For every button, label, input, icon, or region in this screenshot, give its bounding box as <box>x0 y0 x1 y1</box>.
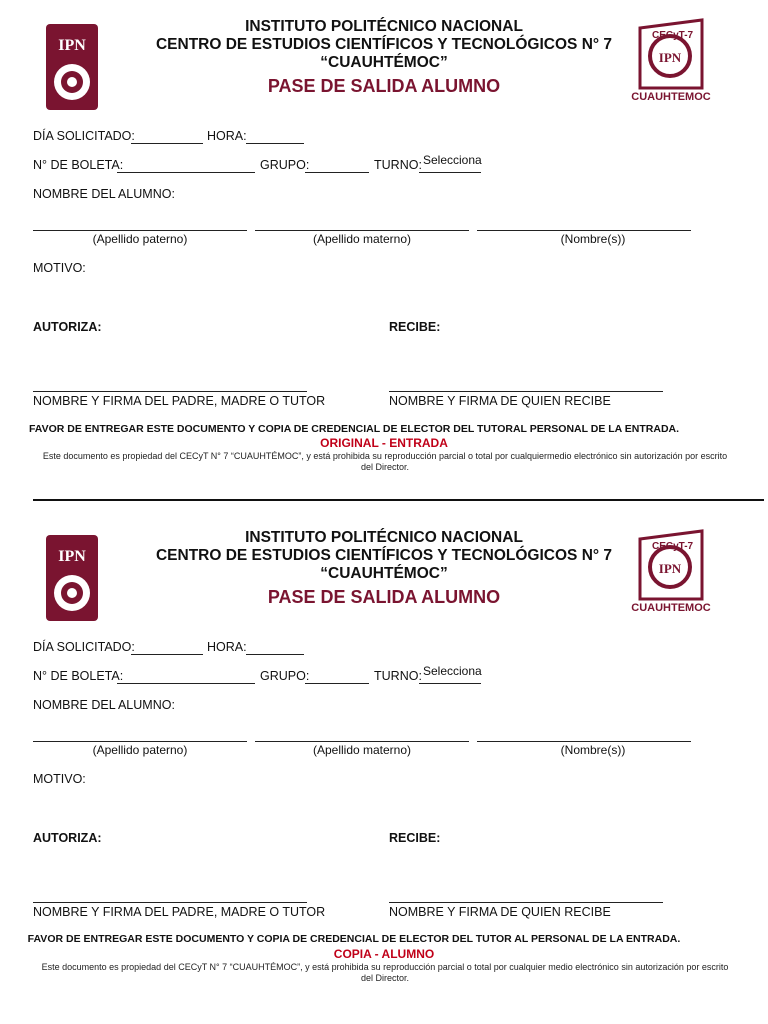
cecyt-logo-mid: IPN <box>658 50 682 65</box>
ipn-logo-text: IPN <box>58 37 86 54</box>
recibe-signature-caption: NOMBRE Y FIRMA DE QUIEN RECIBE <box>389 394 611 408</box>
header-campus: “CUAUHTÉMOC” <box>320 565 448 582</box>
ipn-logo-icon <box>44 20 100 114</box>
nombre-label: NOMBRE DEL ALUMNO: <box>33 698 175 712</box>
dia-field[interactable] <box>131 143 203 144</box>
boleta-label: N° DE BOLETA: <box>33 669 124 683</box>
turno-select[interactable]: Selecciona <box>423 153 482 167</box>
cecyt-logo-top: CECyT-7 <box>652 541 694 552</box>
recibe-label: RECIBE: <box>389 320 441 334</box>
cecyt-logo-icon <box>630 521 712 615</box>
pass-copy <box>0 511 768 1011</box>
turno-label: TURNO: <box>374 158 422 172</box>
page-title: PASE DE SALIDA ALUMNO <box>267 76 501 96</box>
dia-label: DÍA SOLICITADO: <box>33 640 135 654</box>
tutor-signature-caption: NOMBRE Y FIRMA DEL PADRE, MADRE O TUTOR <box>33 905 326 919</box>
hora-field[interactable] <box>246 143 304 144</box>
nombres-field[interactable] <box>477 741 691 742</box>
turno-label: TURNO: <box>374 669 422 683</box>
instructions: FAVOR DE ENTREGAR ESTE DOCUMENTO Y COPIA DE CREDENCIAL DE ELECTOR DEL TUTORAL PERSONAL DE LA ENTRADA. <box>28 423 680 435</box>
materno-field[interactable] <box>255 741 469 742</box>
page-title: PASE DE SALIDA ALUMNO <box>267 587 501 607</box>
footer-legal: Este documento es propiedad del CECyT N° 7 “CUAUHTÉMOC”, y está prohibida su reproducción parcial o total por cualquiermedio electrónico sin autorización por escrito del Director. <box>42 451 728 472</box>
dia-label: DÍA SOLICITADO: <box>33 129 135 143</box>
header-center: CENTRO DE ESTUDIOS CIENTÍFICOS Y TECNOLÓGICOS N° 7 <box>155 36 613 53</box>
materno-caption: (Apellido materno) <box>312 743 412 757</box>
copy-badge: ORIGINAL - ENTRADA <box>320 436 448 450</box>
autoriza-label: AUTORIZA: <box>33 320 102 334</box>
recibe-label: RECIBE: <box>389 831 441 845</box>
hora-label: HORA: <box>207 640 247 654</box>
autoriza-label: AUTORIZA: <box>33 831 102 845</box>
ipn-logo-icon <box>44 531 100 625</box>
ipn-logo-text: IPN <box>58 548 86 565</box>
cecyt-logo-bottom: CUAUHTEMOC <box>631 91 711 103</box>
materno-caption: (Apellido materno) <box>312 232 412 246</box>
paterno-caption: (Apellido paterno) <box>92 743 188 757</box>
dia-field[interactable] <box>131 654 203 655</box>
recibe-signature-line[interactable] <box>389 391 663 392</box>
cecyt-logo-mid: IPN <box>658 561 682 576</box>
nombres-caption: (Nombre(s)) <box>560 232 626 246</box>
nombre-label: NOMBRE DEL ALUMNO: <box>33 187 175 201</box>
recibe-signature-caption: NOMBRE Y FIRMA DE QUIEN RECIBE <box>389 905 611 919</box>
turno-select[interactable]: Selecciona <box>423 664 482 678</box>
header-institution: INSTITUTO POLITÉCNICO NACIONAL <box>245 18 523 35</box>
cecyt-logo-bottom: CUAUHTEMOC <box>631 602 711 614</box>
grupo-label: GRUPO: <box>260 158 310 172</box>
cecyt-logo-icon <box>630 10 712 104</box>
motivo-label: MOTIVO: <box>33 261 86 275</box>
tutor-signature-line[interactable] <box>33 391 307 392</box>
instructions: FAVOR DE ENTREGAR ESTE DOCUMENTO Y COPIA DE CREDENCIAL DE ELECTOR DEL TUTOR AL PERSONAL DE LA ENTRADA. <box>27 933 681 945</box>
footer-legal: Este documento es propiedad del CECyT N° 7 “CUAUHTÉMOC”, y está prohibida su reproducción parcial o total por cualquier medio electrónico sin autorización por escrito del Director. <box>41 962 729 983</box>
grupo-field[interactable] <box>305 683 369 684</box>
pass-original <box>0 0 768 500</box>
paterno-caption: (Apellido paterno) <box>92 232 188 246</box>
grupo-field[interactable] <box>305 172 369 173</box>
turno-underline <box>419 683 481 684</box>
header-campus: “CUAUHTÉMOC” <box>320 54 448 71</box>
copy-badge: COPIA - ALUMNO <box>333 947 435 961</box>
nombres-caption: (Nombre(s)) <box>560 743 626 757</box>
motivo-label: MOTIVO: <box>33 772 86 786</box>
cut-divider <box>33 499 764 501</box>
grupo-label: GRUPO: <box>260 669 310 683</box>
header-center: CENTRO DE ESTUDIOS CIENTÍFICOS Y TECNOLÓGICOS N° 7 <box>155 547 613 564</box>
tutor-signature-caption: NOMBRE Y FIRMA DEL PADRE, MADRE O TUTOR <box>33 394 326 408</box>
header-institution: INSTITUTO POLITÉCNICO NACIONAL <box>245 529 523 546</box>
cecyt-logo-top: CECyT-7 <box>652 30 694 41</box>
boleta-label: N° DE BOLETA: <box>33 158 124 172</box>
materno-field[interactable] <box>255 230 469 231</box>
hora-field[interactable] <box>246 654 304 655</box>
nombres-field[interactable] <box>477 230 691 231</box>
recibe-signature-line[interactable] <box>389 902 663 903</box>
boleta-field[interactable] <box>117 683 255 684</box>
tutor-signature-line[interactable] <box>33 902 307 903</box>
hora-label: HORA: <box>207 129 247 143</box>
paterno-field[interactable] <box>33 741 247 742</box>
paterno-field[interactable] <box>33 230 247 231</box>
turno-underline <box>419 172 481 173</box>
boleta-field[interactable] <box>117 172 255 173</box>
